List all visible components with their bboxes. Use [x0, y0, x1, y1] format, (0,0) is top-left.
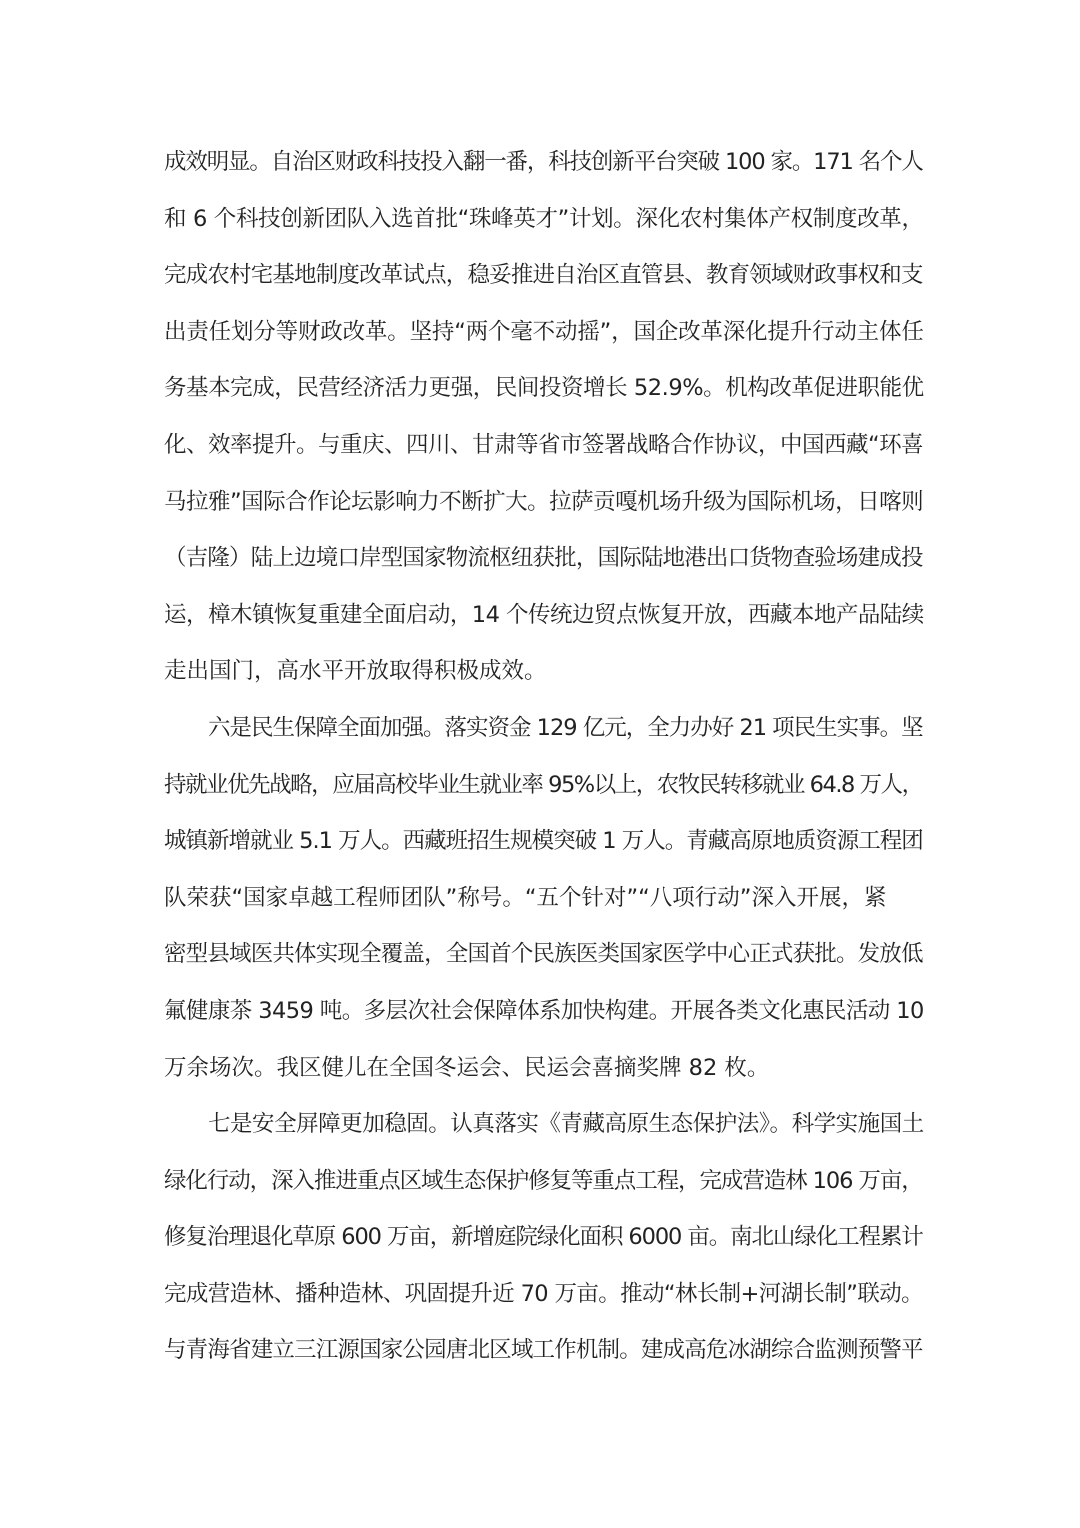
text-line: 持就业优先战略，应届高校毕业生就业率 95%以上，农牧民转移就业 64.8 万人，	[164, 771, 923, 798]
paragraph-reform-opening	[164, 134, 924, 700]
text-line: 成效明显。自治区财政科技投入翻一番，科技创新平台突破 100 家。171 名个人	[164, 149, 923, 175]
paragraph-livelihood	[164, 700, 924, 1096]
text-line: 马拉雅”国际合作论坛影响力不断扩大。拉萨贡嘎机场升级为国际机场，日喀则	[164, 488, 924, 515]
paragraph-security	[164, 1096, 924, 1379]
text-line: 和 6 个科技创新团队入选首批“珠峰英才”计划。深化农村集体产权制度改革，	[164, 205, 924, 232]
text-line: 城镇新增就业 5.1 万人。西藏班招生规模突破 1 万人。青藏高原地质资源工程团	[164, 828, 923, 855]
text-line: 密型县域医共体实现全覆盖，全国首个民族医类国家医学中心正式获批。发放低	[164, 941, 923, 968]
text-line: 队荣获“国家卓越工程师团队”称号。“五个针对”“八项行动”深入开展，紧	[164, 884, 887, 911]
text-line: 完成农村宅基地制度改革试点，稳妥推进自治区直管县、教育领域财政事权和支	[164, 262, 923, 289]
document-body	[164, 134, 924, 1379]
text-line: 万余场次。我区健儿在全国冬运会、民运会喜摘奖牌 82 枚。	[164, 1054, 770, 1081]
text-line: 化、效率提升。与重庆、四川、甘肃等省市签署战略合作协议，中国西藏“环喜	[164, 431, 924, 458]
text-line: （吉隆）陆上边境口岸型国家物流枢纽获批，国际陆地港出口货物查验场建成投	[164, 545, 923, 572]
text-line: 完成营造林、播种造林、巩固提升近 70 万亩。推动“林长制+河湖长制”联动。	[164, 1280, 923, 1307]
text-line: 修复治理退化草原 600 万亩，新增庭院绿化面积 6000 亩。南北山绿化工程累计	[164, 1224, 923, 1251]
text-line: 绿化行动，深入推进重点区域生态保护修复等重点工程，完成营造林 106 万亩，	[164, 1167, 923, 1194]
text-line: 务基本完成，民营经济活力更强，民间投资增长 52.9%。机构改革促进职能优	[164, 375, 924, 402]
text-line: 与青海省建立三江源国家公园唐北区域工作机制。建成高危冰湖综合监测预警平	[164, 1337, 923, 1364]
text-line: 七是安全屏障更加稳固。认真落实《青藏高原生态保护法》。科学实施国土	[208, 1111, 924, 1138]
text-line: 运，樟木镇恢复重建全面启动，14 个传统边贸点恢复开放，西藏本地产品陆续	[164, 601, 924, 628]
text-line: 出责任划分等财政改革。坚持“两个毫不动摇”，国企改革深化提升行动主体任	[164, 318, 924, 345]
text-line: 氟健康茶 3459 吨。多层次社会保障体系加快构建。开展各类文化惠民活动 10	[164, 997, 924, 1024]
text-line: 六是民生保障全面加强。落实资金 129 亿元，全力办好 21 项民生实事。坚	[208, 714, 923, 741]
text-line: 走出国门，高水平开放取得积极成效。	[164, 658, 547, 685]
